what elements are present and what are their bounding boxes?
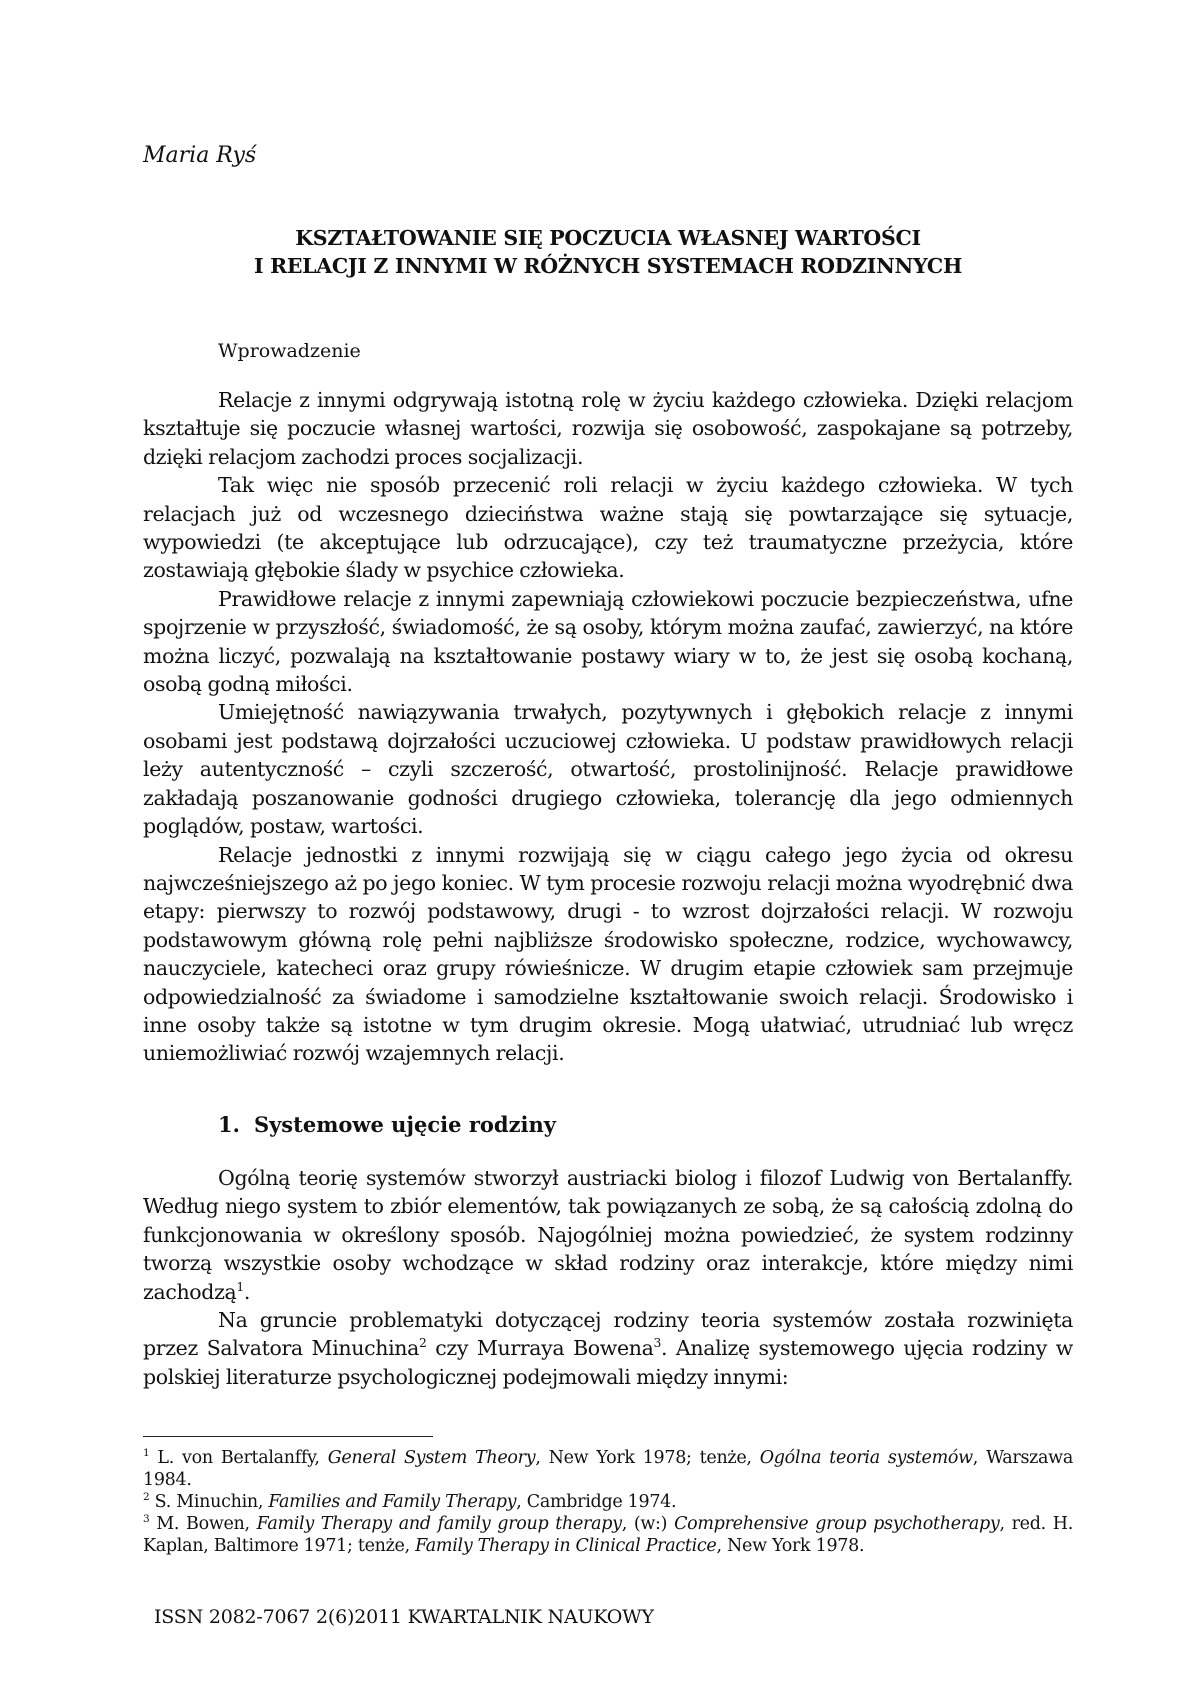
paragraph-text: Ogólną teorię systemów stworzył austriacki biolog i filozof Ludwig von Bertalanffy. Według niego system to zbiór elementów, tak powiązanych ze sobą, że są całością zdolną do funkcjonowania w określony sposób. Najogólniej można powiedzieć, że system rodzinny tworzą wszystkie osoby wchodzące w skład rodziny oraz interakcje, które między nimi zachodzą [143,1166,1073,1304]
footnote-text: L. von Bertalanffy, [149,1448,328,1468]
footnote-number: 2 [143,1491,150,1504]
footnote-text: , New York 1978. [716,1536,865,1556]
footnote [143,1513,1073,1557]
article-title [143,224,1073,280]
footnote-title: Comprehensive group psychotherapy [674,1514,1000,1534]
section-heading [218,1112,556,1137]
paragraph: Prawidłowe relacje z innymi zapewniają człowiekowi poczucie bezpieczeństwa, ufne spojrzenie w przyszłość, świadomość, że są osoby, którym można zaufać, zawierzyć, na które można liczyć, pozwalają na kształtowanie postawy wiary w to, że jest się osobą kochaną, osobą godną miłości. [143,586,1073,697]
footnote-text: , Warszawa 1984. [143,1448,1073,1490]
footnote [143,1491,1073,1513]
paragraph [143,1306,1073,1391]
intro-body [143,386,1073,1068]
footnote-ref[interactable]: 3 [653,1336,661,1351]
article-title-line-1: KSZTAŁTOWANIE SIĘ POCZUCIA WŁASNEJ WARTOŚCI [295,226,921,250]
footnote-title: Family Therapy in Clinical Practice [415,1536,717,1556]
footnote-text: , Cambridge 1974. [516,1492,677,1512]
section-body [143,1164,1073,1391]
footnote-ref[interactable]: 1 [236,1279,244,1294]
author-name: Maria Ryś [143,143,257,168]
footnote [143,1447,1073,1491]
footnote-text: M. Bowen, [149,1514,257,1534]
footnote-title: General System Theory [327,1448,536,1468]
article-title-line-2: I RELACJI Z INNYMI W RÓŻNYCH SYSTEMACH RODZINNYCH [253,254,963,278]
footnotes [143,1447,1073,1557]
paragraph-text: . Analizę systemowego ujęcia rodziny w polskiej literaturze psychologicznej podejmowali między innymi: [143,1336,1073,1389]
intro-heading: Wprowadzenie [218,340,361,362]
paragraph: Tak więc nie sposób przecenić roli relacji w życiu każdego człowieka. W tych relacjach już od wczesnego dzieciństwa ważne stają się powtarzające się sytuacje, wypowiedzi (te akceptujące lub odrzucające), czy też traumatyczne przeżycia, które zostawiają głębokie ślady w psychice człowieka. [143,473,1073,583]
footnote-divider [143,1436,433,1437]
footnote-title: Family Therapy and family group therapy [256,1514,622,1534]
section-title: Systemowe ujęcie rodziny [253,1112,556,1137]
paragraph: Relacje jednostki z innymi rozwijają się w ciągu całego jego życia od okresu najwcześniejszego aż po jego koniec. W tym procesie rozwoju relacji można wyodrębnić dwa etapy: pierwszy to rozwój podstawowy, drugi - to wzrost dojrzałości relacji. W rozwoju podstawowym główną rolę pełni najbliższe środowisko społeczne, rodzice, wychowawcy, nauczyciele, katecheci oraz grupy rówieśnicze. W drugim etapie człowiek sam przejmuje odpowiedzialność za świadome i samodzielne kształtowanie swoich relacji. Środowisko i inne osoby także są istotne w tym drugim okresie. Mogą ułatwiać, utrudniać lub wręcz uniemożliwiać rozwój wzajemnych relacji. [143,842,1073,1066]
footnote-title: Ogólna teoria systemów [759,1448,973,1468]
footnote-ref[interactable]: 2 [419,1336,427,1351]
footnote-text: S. Minuchin, [149,1492,269,1512]
section-number: 1. [218,1112,240,1137]
paragraph: Relacje z innymi odgrywają istotną rolę w życiu każdego człowieka. Dzięki relacjom kształtuje się poczucie własnej wartości, rozwija się osobowość, zaspokajane są potrzeby, dzięki relacjom zachodzi proces socjalizacji. [143,388,1073,469]
paragraph [143,1164,1073,1306]
footnote-number: 3 [143,1513,150,1526]
footnote-text: , red. H. Kaplan, Baltimore 1971; tenże, [143,1514,1074,1556]
paragraph: Umiejętność nawiązywania trwałych, pozytywnych i głębokich relacje z innymi osobami jest podstawą dojrzałości uczuciowej człowieka. U podstaw prawidłowych relacji leży autentyczność – czyli szczerość, otwartość, prostolinijność. Relacje prawidłowe zakładają poszanowanie godności drugiego człowieka, tolerancję dla jego odmiennych poglądów, postaw, wartości. [143,700,1073,839]
footnote-title: Families and Family Therapy [268,1492,517,1512]
paragraph-text: . [243,1279,251,1304]
footnote-text: , (w:) [621,1514,675,1534]
footnote-number: 1 [143,1447,150,1460]
footnote-text: , New York 1978; tenże, [535,1448,760,1468]
paragraph-text: czy Murraya Bowena [426,1336,654,1361]
paragraph-text: Na gruncie problematyki dotyczącej rodziny teoria systemów została rozwinięta przez Salvatora Minuchina [143,1308,1073,1361]
page-footer: ISSN 2082-7067 2(6)2011 KWARTALNIK NAUKOWY [154,1606,654,1628]
